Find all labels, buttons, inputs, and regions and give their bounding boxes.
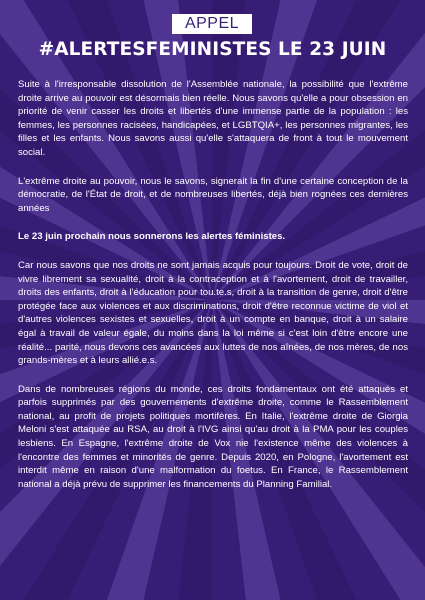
paragraph-world: Dans de nombreuses régions du monde, ces droits fondamentaux ont été attaqués et parfois supprimés par des gouvernements d'extrême droite, comme le Rassemblement national, au profit de projets politiques mortifères. En Italie, l'extrême droite de Giorgia Meloni s'est attaquée au RSA, au droit à l'IVG ainsi qu'au droit à la PMA pour les couples lesbiens. En Espagne, l'extrême droite de Vox nie l'existence même des violences à l'encontre des femmes et minorités de genre. Depuis 2020, en Pologne, l'avortement est interdit même en raison d'une malformation du foetus. En France, le Rassemblement national a déjà prévu de supprimer les financements du Planning Familial. bbox=[18, 383, 408, 490]
appel-badge: APPEL bbox=[172, 14, 252, 34]
paragraph-democracy: L'extrême droite au pouvoir, nous le savons, signerait la fin d'une certaine conception de la démocratie, de l'État de droit, et de nombreuses libertés, déjà bien rognées ces dernières années bbox=[18, 175, 408, 214]
body-text bbox=[18, 78, 408, 506]
headline: #ALERTESFEMINISTES LE 23 JUIN bbox=[38, 39, 387, 60]
paragraph-intro: Suite à l'irresponsable dissolution de l'Assemblée nationale, la possibilité que l'extrême droite arrive au pouvoir est désormais bien réelle. Nous savons qu'elle a pour obsession en priorité de venir casser les droits et libertés d'une immense partie de la population : les femmes, les personnes racisées, handicapées, et LGBTQIA+, les personnes migrantes, les filles et les enfants. Nous savons aussi qu'elle s'attaquera de front à tout le mouvement social. bbox=[18, 79, 408, 158]
paragraph-rights: Car nous savons que nos droits ne sont jamais acquis pour toujours. Droit de vote, droit de vivre librement sa sexualité, droit à la contraception et à l'avortement, droit de travailler, droits des enfants, droit à l'éducation pour tou.te.s, droit à la transition de genre, droit d'être protégée face aux violences et aux discriminations, droit d'être reconnue victime de viol et d'autres violences sexistes et sexuelles, droit à un compte en banque, droit à un salaire égal à travail de valeur égale, du moins dans la loi même si c'est loin d'être encore une réalité... parité, nous devons ces avancées aux luttes de nos aînées, de nos mères, de nos grands-mères et à leurs allié.e.s. bbox=[18, 259, 408, 367]
paragraph-callout: Le 23 juin prochain nous sonnerons les alertes féministes. bbox=[18, 231, 286, 243]
